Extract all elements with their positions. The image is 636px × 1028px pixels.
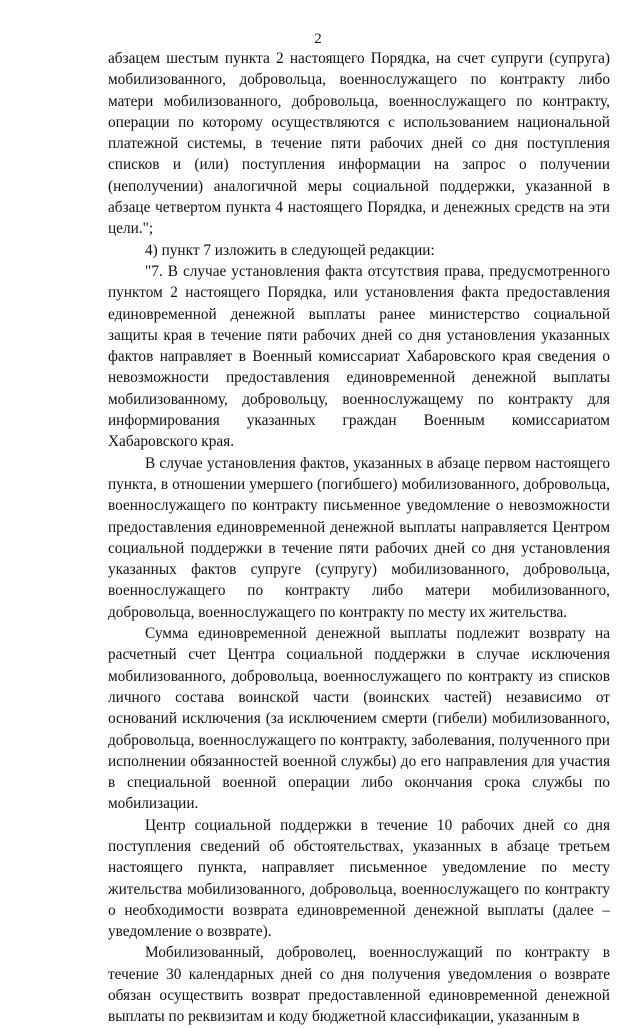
paragraph: 4) пункт 7 изложить в следующей редакции: — [145, 241, 435, 259]
paragraph: Центр социальной поддержки в течение 10 рабочих дней со дня поступления сведений об обстоятельствах, указанных в абзаце третьем настоящего пункта, направляет письменное уведомление по месту жительства мобилизованного, добровольца, военнослужащего по контракту о необходимости возврата единовременной денежной выплаты (далее – уведомление о возврате). — [108, 816, 610, 941]
document-body — [108, 48, 610, 1028]
paragraph: Мобилизованный, доброволец, военнослужащий по контракту в течение 30 календарных дней со дня получения уведомления о возврате обязан осуществить возврат предоставленной единовременной денежной выплаты по реквизитам и коду бюджетной классификации, указанным в — [108, 944, 610, 1026]
paragraph: Сумма единовременной денежной выплаты подлежит возврату на расчетный счет Центра социальной поддержки в случае исключения мобилизованного, добровольца, военнослужащего по контракту из списков личного состава воинской части (воинских частей) независимо от оснований исключения (за исключением смерти (гибели) мобилизованного, добровольца, военнослужащего по контракту, заболевания, полученного при исполнении обязанностей военной службы) до его направления для участия в специальной военной операции либо окончания срока службы по мобилизации. — [108, 625, 610, 813]
page-number: 2 — [314, 31, 322, 47]
paragraph: В случае установления фактов, указанных в абзаце первом настоящего пункта, в отношении умершего (погибшего) мобилизованного, добровольца, военнослужащего по контракту письменное уведомление о невозможности предоставления единовременной денежной выплаты направляется Центром социальной поддержки в течение пяти рабочих дней со дня установления указанных фактов супруге (супругу) мобилизованного, добровольца, военнослужащего по контракту либо матери мобилизованного, добровольца, военнослужащего по контракту по месту их жительства. — [108, 454, 610, 621]
paragraph: абзацем шестым пункта 2 настоящего Порядка, на счет супруги (супруга) мобилизованного, добровольца, военнослужащего по контракту либо матери мобилизованного, добровольца, военнослужащего по контракту, операции по которому осуществляются с использованием национальной платежной системы, в течение пяти рабочих дней со дня поступления списков и (или) поступления информации на запрос о получении (неполучении) аналогичной меры социальной поддержки, указанной в абзаце четвертом пункта 4 настоящего Порядка, и денежных средств на эти цели."; — [108, 50, 610, 238]
paragraph: "7. В случае установления факта отсутствия права, предусмотренного пунктом 2 настоящего Порядка, или установления факта предоставления единовременной денежной выплаты ранее министерство социальной защиты края в течение пяти рабочих дней со дня установления указанных фактов направляет в Военный комиссариат Хабаровского края сведения о невозможности предоставления единовременной денежной выплаты мобилизованному, добровольцу, военнослужащему по контракту для информирования указанных граждан Военным комиссариатом Хабаровского края. — [108, 262, 610, 451]
